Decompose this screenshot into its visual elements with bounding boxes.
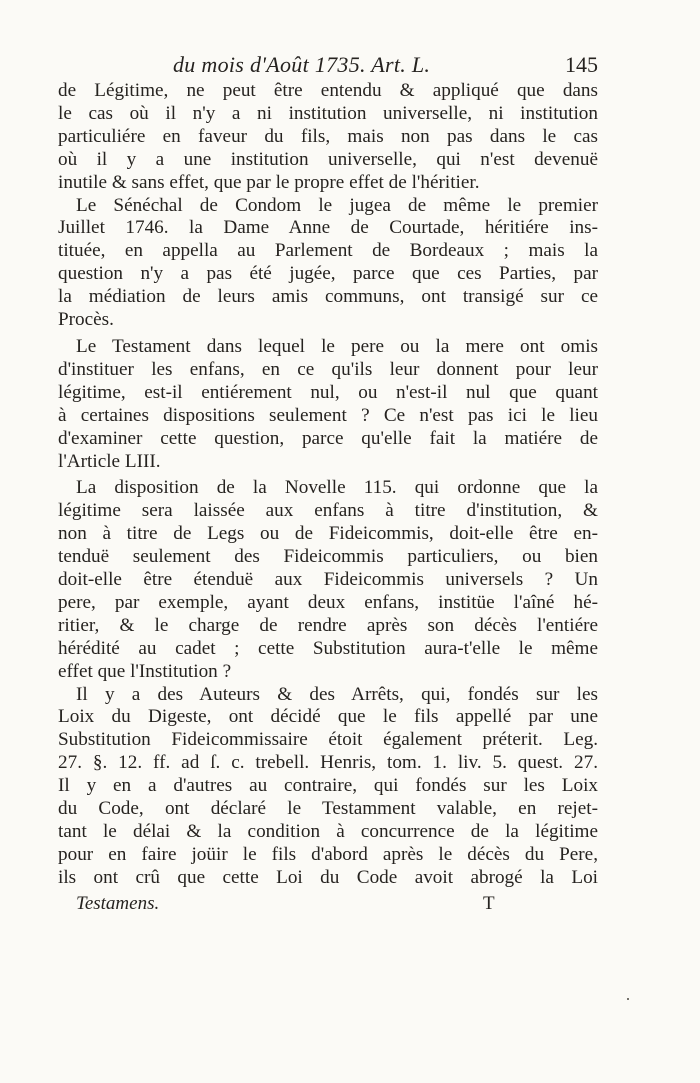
text-line: Le Testament dans lequel le pere ou la mere ont omis [76,335,598,357]
text-line: ritier, & le charge de rendre après son décès l'entiére [58,614,598,636]
text-line: ils ont crû que cette Loi du Code avoit abrogé la Loi [58,866,598,888]
text-line: le cas où il n'y a ni institution universelle, ni institution [58,102,598,124]
text-line: Loix du Digeste, ont décidé que le fils appellé par une [58,706,598,728]
text-line: à certaines dispositions seulement ? Ce n'est pas ici le lieu [58,404,598,426]
text-line: particuliére en faveur du fils, mais non pas dans le cas [58,125,598,147]
text-line: question n'y a pas été jugée, parce que ces Parties, par [58,263,598,285]
text-line: tant le délai & la condition à concurrence de la légitime [58,821,598,842]
text-line: hérédité au cadet ; cette Substitution aura-t'elle le même [58,637,598,659]
text-line: tenduë seulement des Fideicommis particuliers, ou bien [58,546,598,568]
body-text [58,80,598,890]
text-line: Juillet 1746. la Dame Anne de Courtade, héritiére ins- [58,217,598,239]
text-line: Le Sénéchal de Condom le jugea de même le premier [76,194,598,216]
paragraph-3 [58,336,598,473]
text-line: du Code, ont déclaré le Testamment valable, en rejet- [58,798,598,820]
text-line: Procès. [58,309,114,331]
text-line: pere, par exemple, ayant deux enfans, institüe l'aîné hé- [58,591,598,613]
text-line: La disposition de la Novelle 115. qui ordonne que la [76,477,598,499]
text-line: légitime sera laissée aux enfans à titre d'institution, & [58,500,598,522]
catchword: Testamens. [76,892,160,914]
text-line: où il y a une institution universelle, qui n'est devenuë [58,148,598,170]
text-line: Substitution Fideicommissaire étoit également préterit. Leg. [58,729,598,751]
paragraph-2 [58,195,598,332]
text-line: tituée, en appella au Parlement de Bordeaux ; mais la [58,240,598,262]
paragraph-4 [58,477,598,683]
ink-speck [627,998,629,1000]
text-line: d'examiner cette question, parce qu'elle fait la matiére de [58,427,598,449]
text-line: pour en faire joüir le fils d'abord après le décès du Pere, [58,843,598,865]
paragraph-1 [58,80,598,195]
text-line: l'Article LIII. [58,450,161,472]
text-line: Il y a des Auteurs & des Arrêts, qui, fondés sur les [76,683,598,705]
text-line: la médiation de leurs amis communs, ont transigé sur ce [58,286,598,308]
text-line: inutile & sans effet, que par le propre effet de l'héritier. [58,171,480,193]
text-line: non à titre de Legs ou de Fideicommis, doit-elle être en- [58,523,598,545]
text-line: de Légitime, ne peut être entendu & appliqué que dans [58,80,598,101]
text-line: d'instituer les enfans, en ce qu'ils leur donnent pour leur [58,358,598,380]
text-line: effet que l'Institution ? [58,660,232,682]
document-page [58,50,598,916]
text-line: 27. §. 12. ff. ad ſ. c. trebell. Henris, tom. 1. liv. 5. quest. 27. [58,752,598,774]
text-line: Il y en a d'autres au contraire, qui fondés sur les Loix [58,775,598,797]
signature-mark: T [483,892,495,914]
page-header [58,50,598,80]
page-number: 145 [565,52,598,77]
page-footer [58,892,598,916]
paragraph-5 [58,684,598,890]
text-line: doit-elle être étenduë aux Fideicommis universels ? Un [58,569,598,591]
running-head: du mois d'Août 1735. Art. L. [173,52,431,77]
text-line: légitime, est-il entiérement nul, ou n'est-il nul que quant [58,381,598,403]
